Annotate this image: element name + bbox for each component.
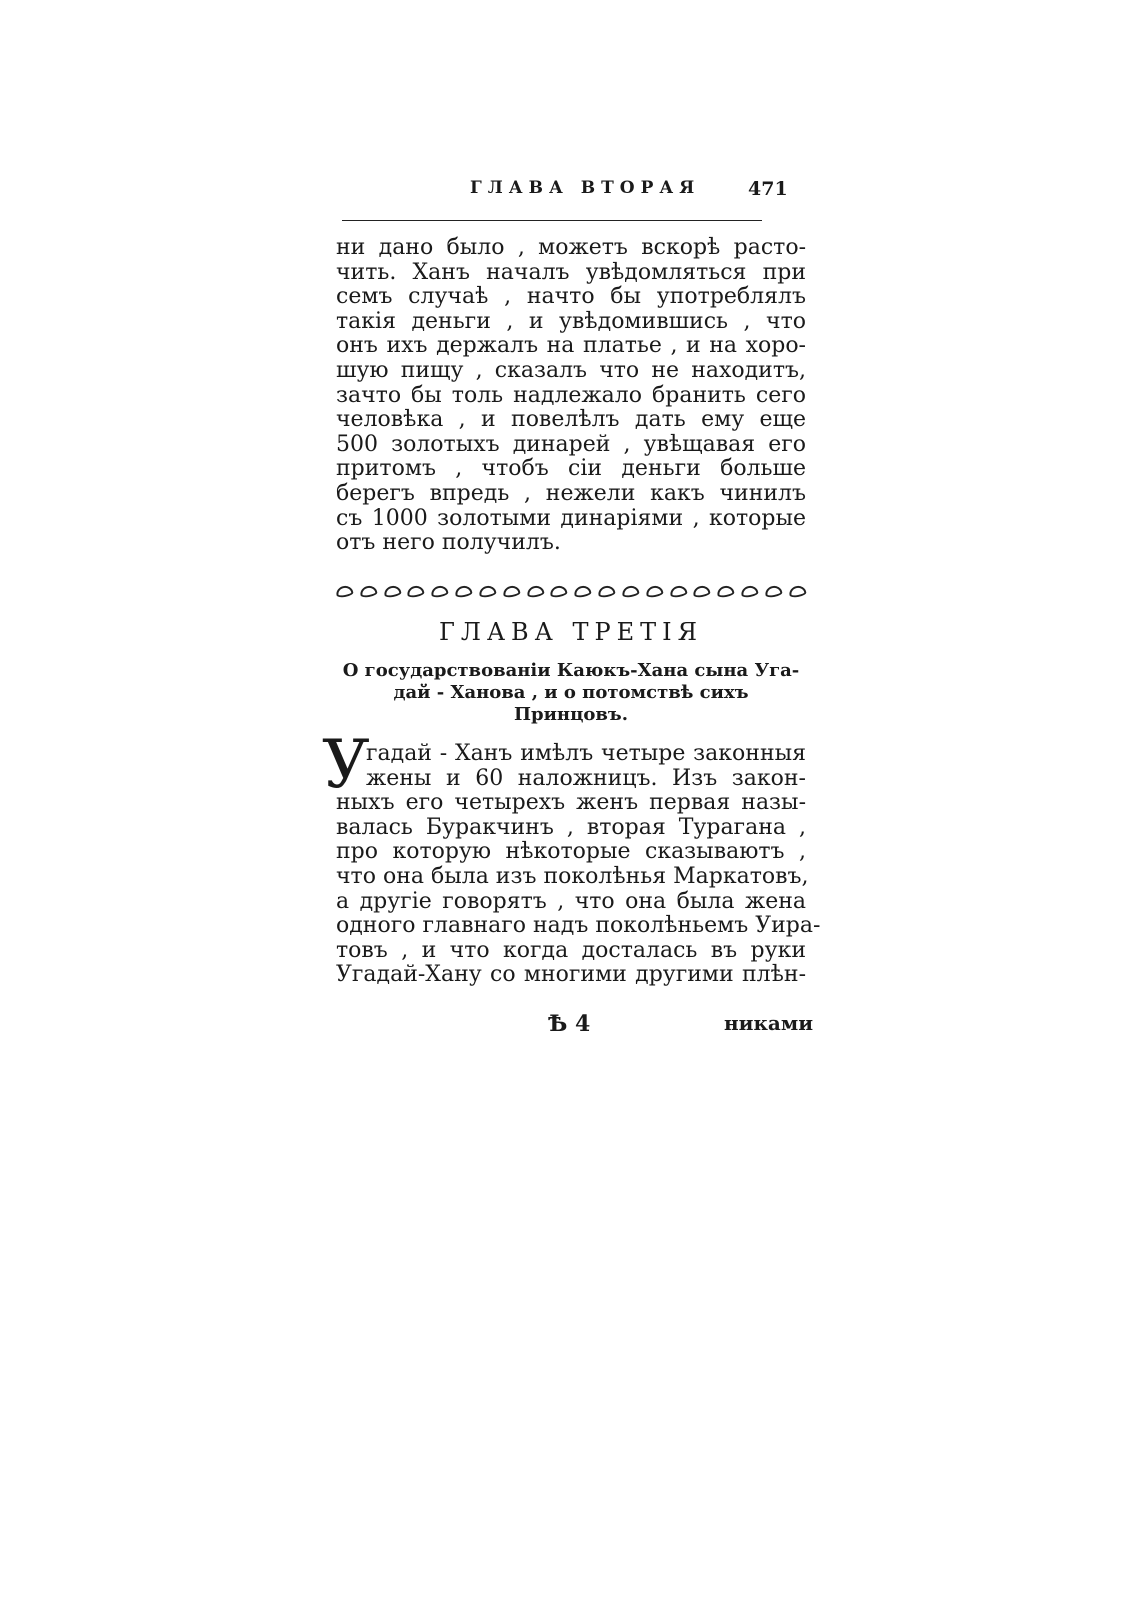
- text-line: про которую нѣкоторые сказываютъ ,: [336, 839, 806, 865]
- subtitle-line: Принцовъ.: [514, 704, 628, 725]
- text-line: притомъ , чтобъ сіи деньги больше: [336, 456, 806, 482]
- text-line: валась Буракчинъ , вторая Турагана ,: [336, 814, 806, 840]
- text-line: берегъ впредь , нежели какъ чинилъ: [336, 480, 806, 506]
- signature-mark: Ѣ 4: [548, 1011, 591, 1037]
- ornament-glyph: [740, 584, 759, 598]
- ornament-glyph: [526, 584, 545, 598]
- catchword: никами: [724, 1011, 814, 1035]
- text-line: человѣка , и повелѣлъ дать ему еще: [336, 407, 806, 433]
- ornament-glyph: [430, 584, 449, 598]
- ornament-glyph: [764, 584, 783, 598]
- text-line: онъ ихъ держалъ на платье , и на хоро-: [336, 333, 806, 359]
- chapter-subtitle: [336, 660, 806, 726]
- ornament-glyph: [335, 584, 354, 598]
- header-rule: [342, 220, 762, 221]
- ornament-glyph: [407, 584, 426, 598]
- text-line: жены и 60 наложницъ. Изъ закон-: [366, 765, 806, 791]
- text-line: что она была изъ поколѣнья Маркатовъ,: [336, 863, 809, 889]
- ornament-glyph: [693, 584, 712, 598]
- drop-cap: У: [322, 726, 370, 803]
- text-line: отъ него получилъ.: [336, 530, 561, 556]
- ornament-glyph: [550, 584, 569, 598]
- ornament-glyph: [621, 584, 640, 598]
- ornament-glyph: [383, 584, 402, 598]
- text-line: шую пищу , сказалъ что не находитъ,: [336, 357, 806, 383]
- ornament-glyph: [359, 584, 378, 598]
- ornament-glyph: [645, 584, 664, 598]
- ornament-glyph: [502, 584, 521, 598]
- ornament-glyph: [573, 584, 592, 598]
- text-line: зачто бы толь надлежало бранить сего: [336, 382, 806, 408]
- page-number: 471: [748, 178, 788, 200]
- ornament-glyph: [454, 584, 473, 598]
- text-line: ныхъ его четырехъ женъ первая назы-: [336, 790, 806, 816]
- ornament-glyph: [478, 584, 497, 598]
- ornament-glyph: [788, 584, 807, 598]
- chapter-title: ГЛАВА ТРЕТІЯ: [438, 618, 704, 646]
- subtitle-line: О государствованіи Каюкъ-Хана сына Уга-: [342, 660, 800, 681]
- text-line: съ 1000 золотыми динаріями , которые: [336, 505, 806, 531]
- subtitle-line: дай - Ханова , и о потомствѣ сихъ: [393, 682, 749, 703]
- text-line: семъ случаѣ , начто бы употреблялъ: [336, 284, 806, 310]
- text-line: товъ , и что когда досталась въ руки: [336, 937, 806, 963]
- text-line: а другіе говорятъ , что она была жена: [336, 888, 806, 914]
- text-line: гадай - Ханъ имѣлъ четыре законныя: [366, 741, 806, 766]
- text-line: Угадай-Хану со многими другими плѣн-: [336, 962, 806, 988]
- chapter-paragraph: [336, 741, 821, 988]
- paragraph-continued: [336, 236, 806, 556]
- ornament-glyph: [669, 584, 688, 598]
- ornamental-divider: [336, 582, 806, 600]
- running-head: ГЛАВА ВТОРАЯ: [470, 178, 701, 198]
- text-line: одного главнаго надъ поколѣньемъ Уира-: [336, 913, 821, 939]
- ornament-glyph: [716, 584, 735, 598]
- ornament-glyph: [597, 584, 616, 598]
- text-line: такія деньги , и увѣдомившись , что: [336, 308, 806, 334]
- text-line: 500 золотыхъ динарей , увѣщавая его: [336, 431, 806, 457]
- text-line: ни дано было , можетъ вскорѣ расто-: [336, 235, 806, 260]
- text-line: чить. Ханъ началъ увѣдомляться при: [336, 259, 806, 285]
